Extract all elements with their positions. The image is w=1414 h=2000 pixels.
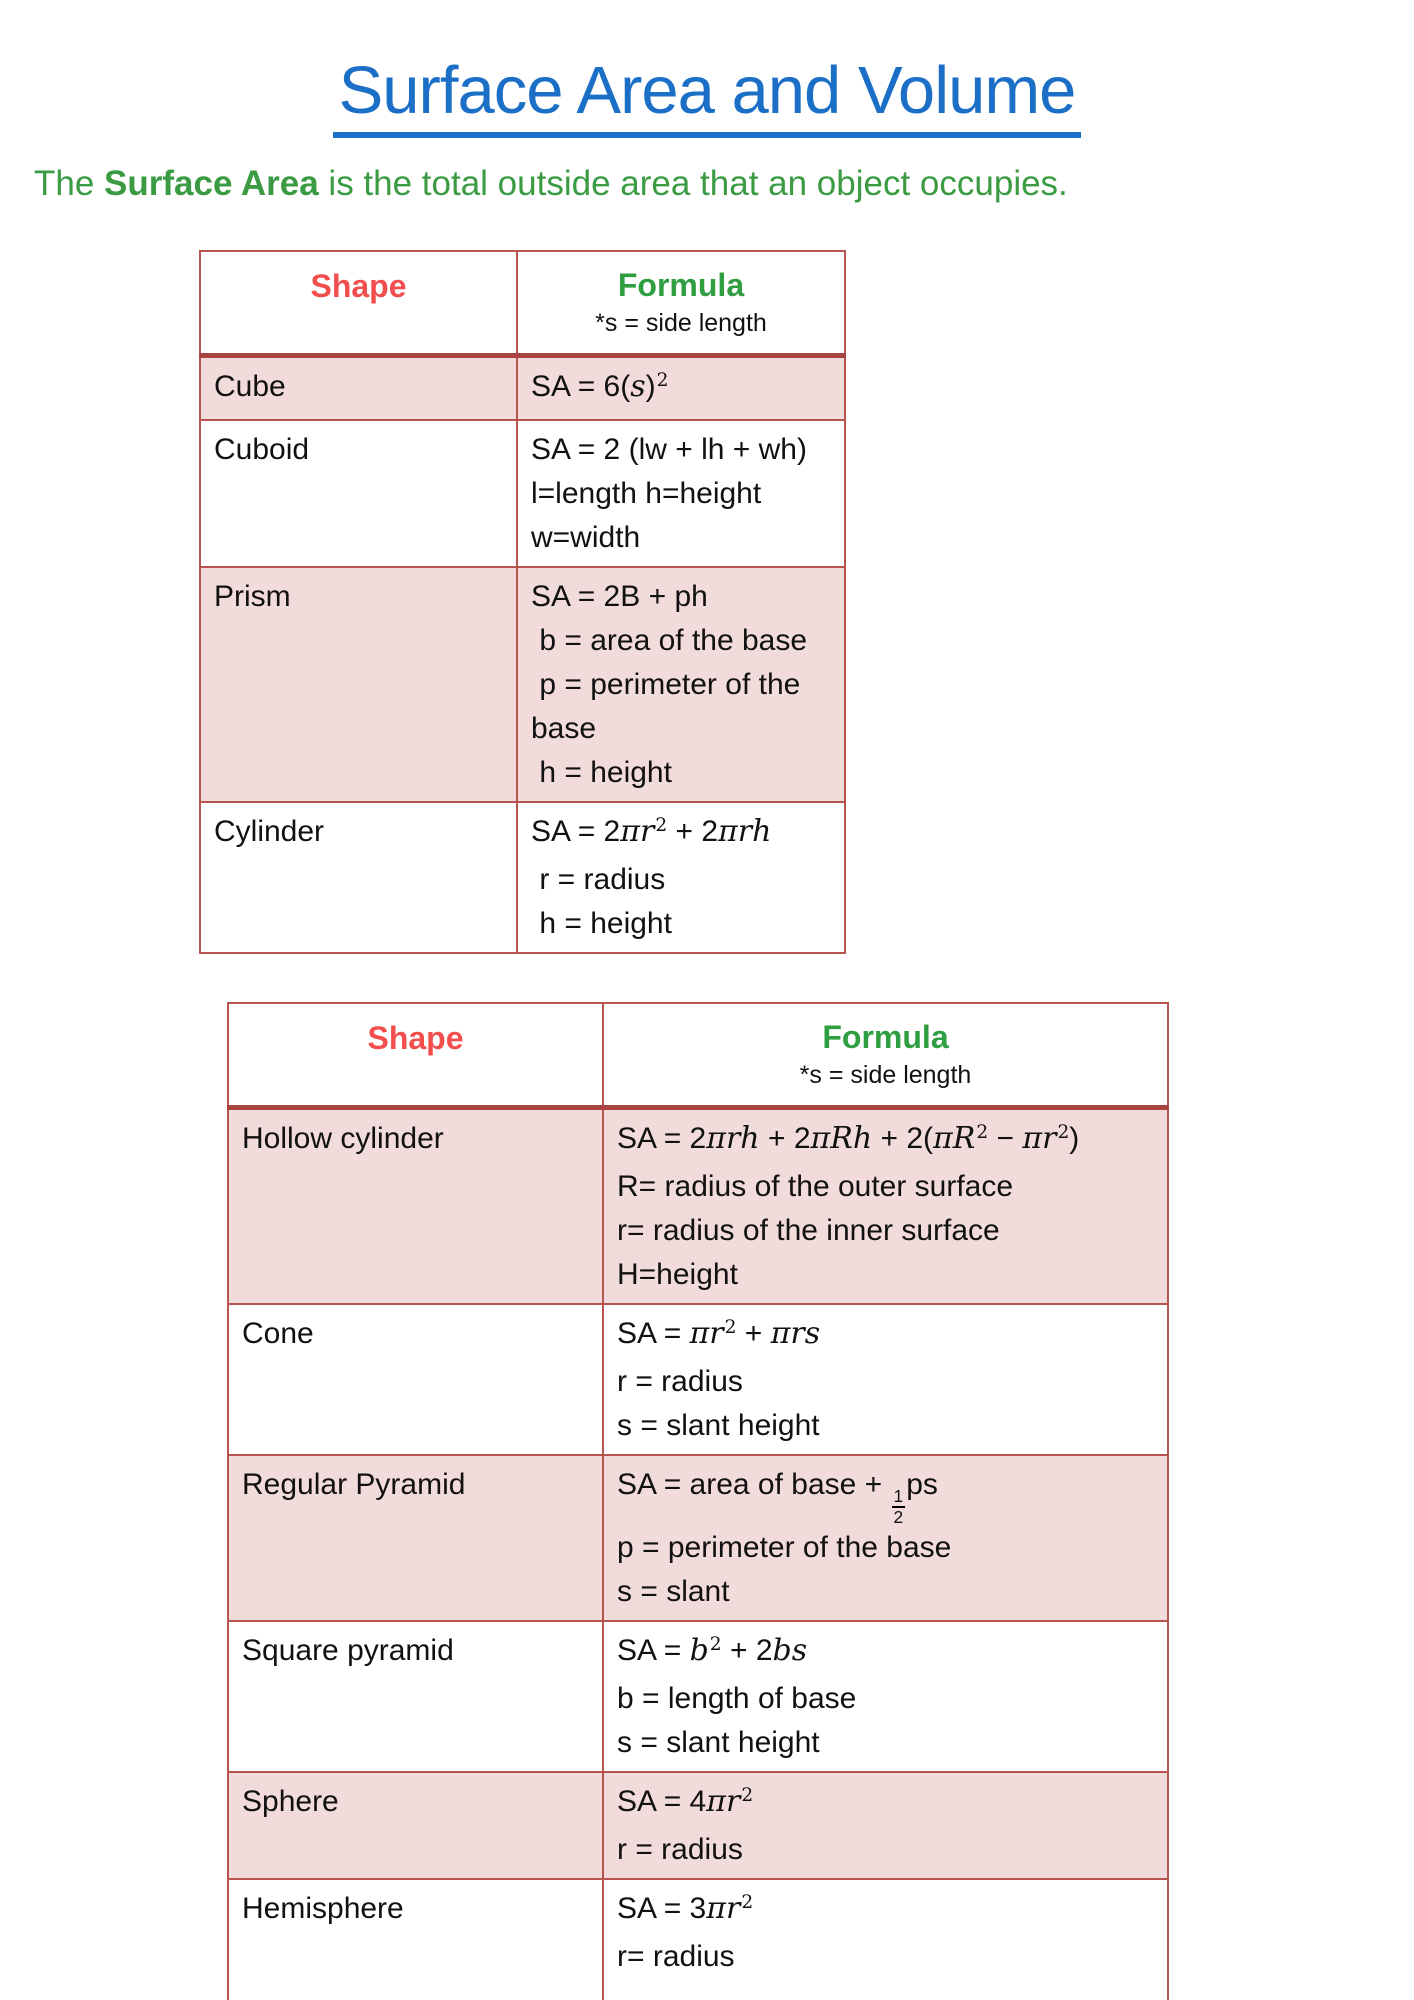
formula-line: SA = 2B + ph — [531, 580, 708, 613]
table-row — [228, 1772, 1168, 1879]
formula-line: r = radius — [531, 863, 666, 896]
page-title-text: Surface Area and Volume — [333, 52, 1082, 138]
formula-line: b = area of the base — [531, 624, 808, 657]
shape-name: Sphere — [228, 1772, 603, 1879]
fraction: $\frac{1}{2}$ — [893, 1485, 904, 1527]
table-row — [228, 1879, 1168, 2000]
formula-line: SA = $3\pi r^2$ — [617, 1891, 754, 1927]
intro-suffix: is the total outside area that an object occupies. — [318, 164, 1068, 203]
shape-name: Cube — [200, 356, 517, 421]
intro-bold-term: Surface Area — [104, 164, 319, 203]
formula-line: s = slant — [617, 1575, 730, 1609]
shape-name: Cylinder — [200, 802, 517, 953]
formula-line: R= radius of the outer surface — [617, 1170, 1014, 1203]
table-row — [200, 802, 845, 953]
formula-header-label: Formula — [617, 267, 745, 303]
formula-line: SA = $6(s)^2$ — [531, 369, 669, 404]
formula-line: l=length h=height — [531, 477, 762, 510]
formula-line: SA = $2\pi rh + 2\pi Rh + 2(\pi R^2 - \pi r^2)$ — [617, 1121, 1080, 1156]
side-length-note: *s = side length — [595, 309, 767, 337]
shape-name: Hemisphere — [228, 1879, 603, 2000]
formula-header-label: Formula — [822, 1019, 949, 1055]
formula-cell — [603, 1772, 1168, 1879]
formula-line: p = perimeter of the base — [531, 668, 809, 745]
header-row — [200, 251, 845, 356]
side-length-note: *s = side length — [799, 1061, 972, 1089]
formula-line: SA = 2 (lw + lh + wh) — [531, 433, 807, 466]
shape-name: Cuboid — [200, 420, 517, 567]
intro-text — [34, 164, 1414, 204]
formula-line: p = perimeter of the base — [617, 1531, 952, 1565]
intro-prefix: The — [34, 164, 105, 203]
formula-column-header — [517, 251, 845, 356]
table-row — [228, 1108, 1168, 1305]
document-page — [0, 52, 1414, 2000]
surface-area-table-1 — [199, 250, 846, 954]
formula-line: s = slant height — [617, 1726, 820, 1760]
formula-cell — [517, 567, 845, 802]
shape-column-header: Shape — [200, 251, 517, 356]
header-row — [228, 1003, 1168, 1108]
formula-line: SA = $2\pi r^2 + 2\pi rh$ — [531, 814, 772, 849]
formula-line: SA = $b^2 + 2bs$ — [617, 1633, 808, 1669]
page-title — [0, 52, 1414, 138]
formula-line: h = height — [531, 756, 672, 789]
table-row — [200, 356, 845, 421]
shape-name: Prism — [200, 567, 517, 802]
formula-line: r= radius of the inner surface — [617, 1214, 1000, 1247]
formula-line: r = radius — [617, 1365, 743, 1398]
formula-line: r = radius — [617, 1833, 743, 1867]
formula-cell — [517, 356, 845, 421]
formula-column-header — [603, 1003, 1168, 1108]
formula-line: H=height — [617, 1258, 738, 1291]
table-row — [228, 1455, 1168, 1621]
formula-line: s = slant height — [617, 1409, 820, 1442]
formula-line: SA = area of base + $\frac{1}{2}$ ps — [617, 1468, 938, 1527]
formula-cell — [603, 1879, 1168, 2000]
table-row — [200, 420, 845, 567]
formula-cell — [603, 1304, 1168, 1455]
formula-cell — [603, 1621, 1168, 1772]
formula-cell — [517, 420, 845, 567]
formula-line: h = height — [531, 907, 672, 940]
shape-name: Regular Pyramid — [228, 1455, 603, 1621]
shape-column-header: Shape — [228, 1003, 603, 1108]
formula-line: r= radius — [617, 1940, 735, 1974]
surface-area-table-2 — [227, 1002, 1169, 2000]
table-row — [228, 1304, 1168, 1455]
formula-cell — [603, 1108, 1168, 1305]
formula-cell — [517, 802, 845, 953]
formula-line: w=width — [531, 521, 641, 554]
shape-name: Hollow cylinder — [228, 1108, 603, 1305]
formula-line: SA = $4\pi r^2$ — [617, 1784, 754, 1820]
formula-cell — [603, 1455, 1168, 1621]
formula-line: SA = $\pi r^2 + \pi rs$ — [617, 1316, 821, 1351]
shape-name: Cone — [228, 1304, 603, 1455]
shape-name: Square pyramid — [228, 1621, 603, 1772]
table-row — [200, 567, 845, 802]
table-row — [228, 1621, 1168, 1772]
formula-line: b = length of base — [617, 1682, 857, 1716]
